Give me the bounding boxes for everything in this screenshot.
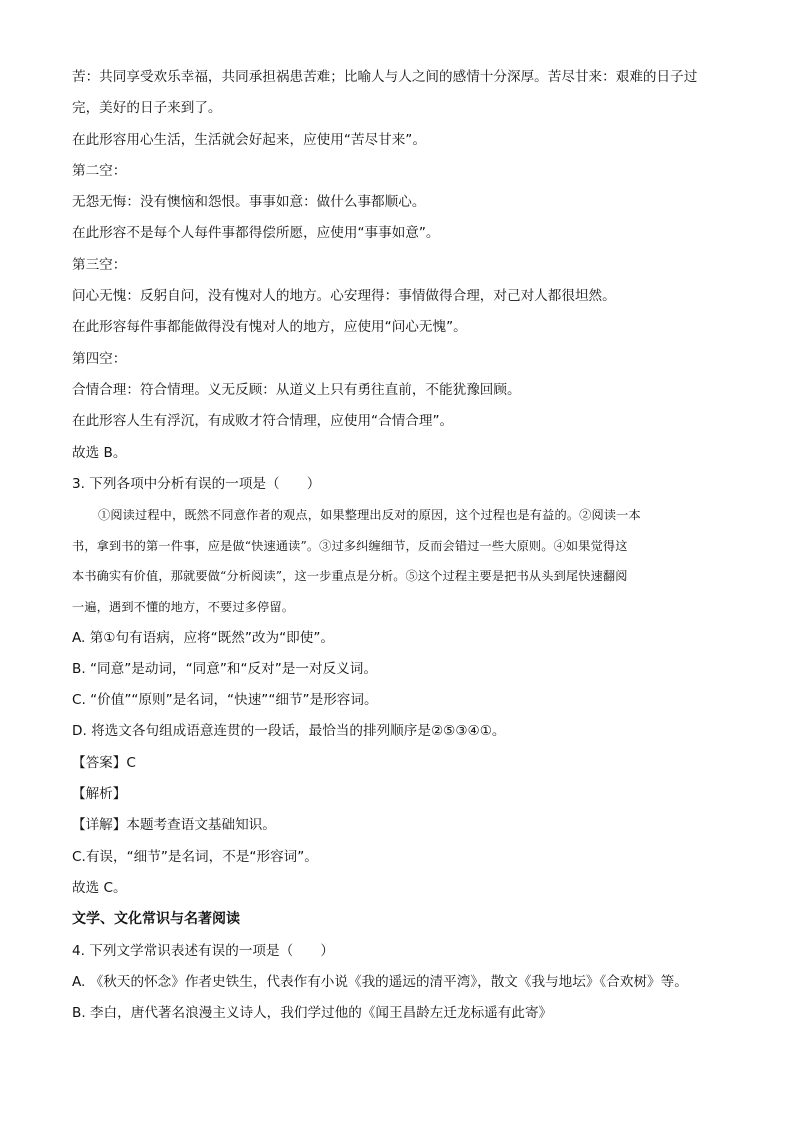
answer-label: 【答案】C [72, 754, 136, 771]
option-a: A. 《秋天的怀念》作者史铁生，代表作有小说《我的遥远的清平湾》，散文《我与地坛》《合欢树》等。 [72, 973, 688, 990]
conclusion-line: 故选 B。 [72, 444, 127, 461]
detail-line: 【详解】本题考查语文基础知识。 [72, 817, 276, 834]
passage-line: 书，拿到书的第一件事，应是做“快速通读”。③过多纠缠细节，反而会错过一些大原则。④如果觉得这 [72, 538, 628, 553]
text-line: 在此形容每件事都能做得没有愧对人的地方，应使用“问心无愧”。 [72, 319, 467, 336]
conclusion-line: 故选 C。 [72, 879, 127, 896]
text-line: 问心无愧：反躬自问，没有愧对人的地方。心安理得：事情做得合理，对己对人都很坦然。 [72, 288, 616, 305]
text-line: C.有误，“细节”是名词，不是“形容词”。 [72, 848, 318, 865]
option-b: B. “同意”是动词，“同意”和“反对”是一对反义词。 [72, 660, 377, 677]
section-heading: 文学、文化常识与名著阅读 [72, 911, 240, 928]
text-line: 在此形容用心生活，生活就会好起来，应使用“苦尽甘来”。 [72, 131, 426, 148]
option-a: A. 第①句有语病，应将“既然”改为“即使”。 [72, 629, 334, 646]
blank-heading: 第四空： [72, 350, 127, 367]
option-d: D. 将选文各句组成语意连贯的一段话，最恰当的排列顺序是②⑤③④①。 [72, 723, 506, 740]
blank-heading: 第二空： [72, 162, 127, 179]
passage-line: ①阅读过程中，既然不同意作者的观点，如果整理出反对的原因，这个过程也是有益的。②阅读一本 [98, 508, 641, 523]
option-b: B. 李白，唐代著名浪漫主义诗人，我们学过他的《闻王昌龄左迁龙标遥有此寄》 [72, 1005, 553, 1022]
document-page [72, 62, 732, 1029]
analysis-label: 【解析】 [72, 786, 127, 803]
passage-line: 一遍，遇到不懂的地方，不要过多停留。 [72, 599, 295, 614]
text-line: 完，美好的日子来到了。 [72, 100, 222, 117]
text-line: 在此形容人生有浮沉，有成败才符合情理，应使用“合情合理”。 [72, 413, 454, 430]
text-line: 在此形容不是每个人每件事都得偿所愿，应使用“事事如意”。 [72, 225, 440, 242]
text-line: 无怨无悔：没有懊恼和怨恨。事事如意：做什么事都顺心。 [72, 194, 426, 211]
text-line: 苦：共同享受欢乐幸福，共同承担祸患苦难；比喻人与人之间的感情十分深厚。苦尽甘来：艰难的日子过 [72, 69, 698, 85]
passage-line: 本书确实有价值，那就要做“分析阅读”，这一步重点是分析。⑤这个过程主要是把书从头到尾快速翻阅 [72, 569, 628, 584]
blank-heading: 第三空： [72, 256, 127, 273]
question-4-stem: 4. 下列文学常识表述有误的一项是（ ） [72, 942, 334, 959]
option-c: C. “价值”“原则”是名词，“快速”“细节”是形容词。 [72, 692, 378, 709]
text-line: 合情合理：符合情理。义无反顾：从道义上只有勇往直前，不能犹豫回顾。 [72, 381, 521, 398]
question-3-stem: 3. 下列各项中分析有误的一项是（ ） [72, 475, 321, 492]
